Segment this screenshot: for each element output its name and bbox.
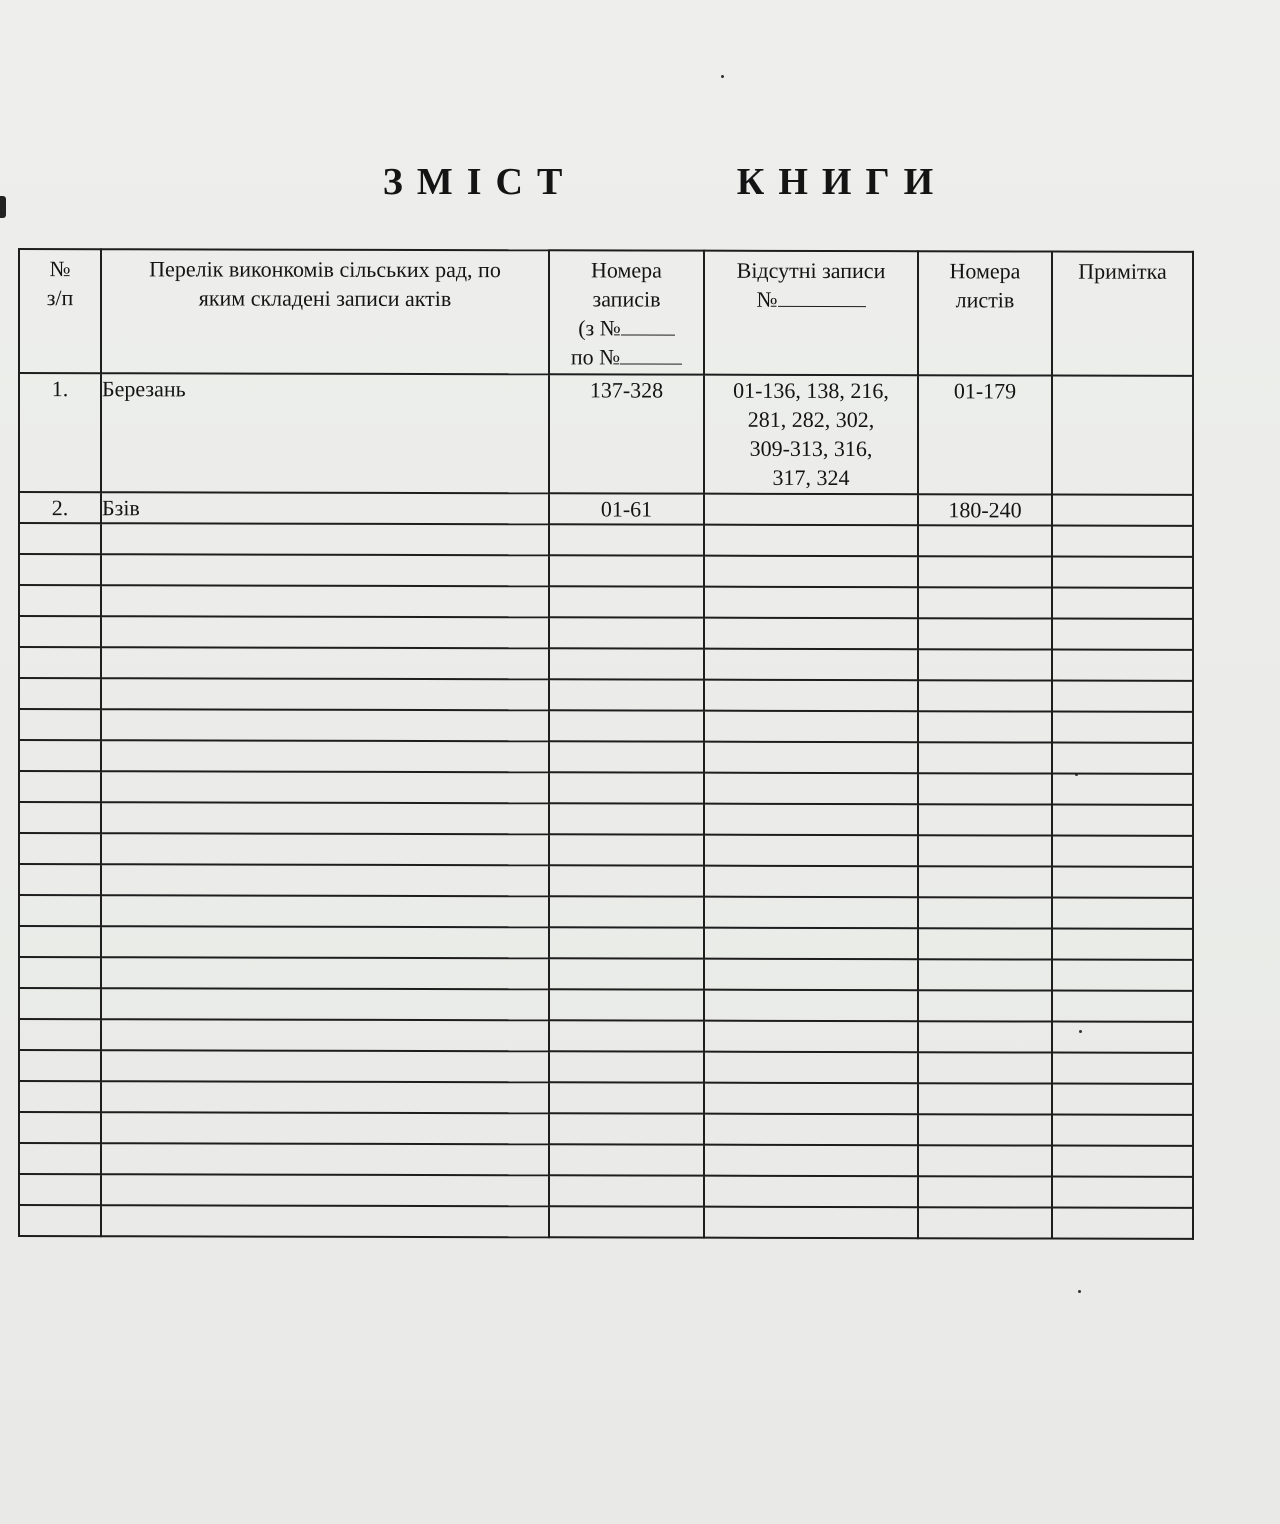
- empty-cell: [19, 895, 101, 926]
- empty-cell: [1052, 1146, 1193, 1177]
- empty-cell: [101, 802, 549, 834]
- empty-cell: [101, 957, 549, 989]
- header-record-to-label: по №: [570, 344, 621, 370]
- empty-cell: [704, 773, 918, 805]
- header-record-numbers-line1: Номера: [591, 257, 662, 283]
- empty-cell: [549, 989, 704, 1020]
- empty-cell: [704, 1207, 918, 1239]
- empty-cell: [549, 772, 704, 803]
- empty-cell: [19, 1019, 101, 1050]
- header-missing-number-label: №: [756, 286, 778, 312]
- empty-cell: [101, 616, 549, 648]
- empty-table-row: [19, 1112, 1193, 1146]
- missing-records-line3: 309-313, 316,: [749, 435, 873, 462]
- sheet-numbers: 01-179: [953, 378, 1017, 404]
- empty-cell: [704, 1052, 918, 1084]
- cell-council-name: [101, 373, 549, 493]
- empty-cell: [918, 1145, 1052, 1176]
- empty-cell: [549, 1144, 704, 1175]
- empty-cell: [1052, 774, 1193, 805]
- empty-cell: [19, 523, 101, 554]
- empty-cell: [704, 742, 918, 774]
- record-numbers: 01-61: [600, 496, 653, 522]
- cell-sheet-numbers: [918, 494, 1052, 525]
- empty-cell: [918, 1114, 1052, 1145]
- empty-cell: [19, 709, 101, 740]
- empty-cell: [101, 554, 549, 586]
- empty-cell: [19, 647, 101, 678]
- empty-cell: [704, 1145, 918, 1177]
- table-header-row: [19, 249, 1193, 376]
- empty-cell: [918, 835, 1052, 866]
- empty-cell: [101, 647, 549, 679]
- empty-cell: [918, 1207, 1052, 1238]
- empty-cell: [101, 1081, 549, 1113]
- empty-cell: [19, 802, 101, 833]
- empty-cell: [1052, 712, 1193, 743]
- empty-cell: [549, 586, 704, 617]
- empty-cell: [19, 1143, 101, 1174]
- empty-cell: [19, 554, 101, 585]
- cell-note: [1052, 495, 1193, 526]
- header-council-list: [101, 249, 549, 374]
- empty-table-row: [19, 678, 1193, 712]
- empty-cell: [19, 678, 101, 709]
- empty-cell: [101, 1050, 549, 1082]
- empty-cell: [19, 1112, 101, 1143]
- empty-cell: [101, 709, 549, 741]
- empty-cell: [704, 711, 918, 743]
- empty-cell: [1052, 743, 1193, 774]
- empty-cell: [704, 556, 918, 588]
- empty-cell: [1052, 929, 1193, 960]
- cell-sheet-numbers: [918, 375, 1052, 494]
- header-council-list-line2: яким складені записи актів: [198, 285, 452, 312]
- empty-cell: [704, 897, 918, 929]
- empty-table-row: [19, 895, 1193, 929]
- empty-cell: [1052, 588, 1193, 619]
- header-number-line2: з/п: [46, 285, 74, 311]
- empty-cell: [19, 957, 101, 988]
- empty-cell: [1052, 836, 1193, 867]
- empty-cell: [918, 897, 1052, 928]
- empty-cell: [918, 990, 1052, 1021]
- header-missing-records: [704, 251, 918, 376]
- empty-table-row: [19, 709, 1193, 743]
- empty-cell: [704, 1176, 918, 1208]
- empty-table-row: [19, 616, 1193, 650]
- blank-underline: [621, 314, 675, 335]
- empty-cell: [918, 773, 1052, 804]
- empty-cell: [918, 866, 1052, 897]
- row-number: 1.: [51, 376, 69, 402]
- blank-underline: [620, 343, 682, 364]
- empty-cell: [101, 1205, 549, 1237]
- empty-cell: [19, 771, 101, 802]
- cell-record-numbers: [549, 493, 704, 524]
- empty-cell: [704, 928, 918, 960]
- empty-cell: [1052, 1053, 1193, 1084]
- empty-cell: [19, 1050, 101, 1081]
- empty-cell: [19, 926, 101, 957]
- empty-cell: [549, 1113, 704, 1144]
- header-record-numbers-line2: записів: [592, 286, 661, 312]
- empty-cell: [1052, 1208, 1193, 1239]
- empty-table-row: [19, 988, 1193, 1022]
- empty-cell: [19, 1205, 101, 1236]
- empty-cell: [19, 616, 101, 647]
- empty-cell: [918, 1052, 1052, 1083]
- header-record-from-label: (з №: [578, 315, 621, 341]
- empty-cell: [918, 1176, 1052, 1207]
- header-council-list-line1: Перелік виконкомів сільських рад, по: [149, 256, 501, 283]
- empty-table-row: [19, 523, 1193, 557]
- header-note-label: Примітка: [1078, 258, 1167, 284]
- missing-records-line4: 317, 324: [772, 464, 850, 491]
- council-name: Березань: [102, 376, 186, 402]
- cell-number: [19, 492, 101, 523]
- empty-cell: [704, 1083, 918, 1115]
- cell-record-numbers: [549, 374, 704, 493]
- empty-table-row: [19, 926, 1193, 960]
- empty-table-row: [19, 1174, 1193, 1208]
- empty-table-row: [19, 740, 1193, 774]
- empty-cell: [549, 741, 704, 772]
- empty-cell: [101, 833, 549, 865]
- empty-cell: [101, 1112, 549, 1144]
- empty-cell: [918, 649, 1052, 680]
- empty-cell: [704, 680, 918, 712]
- empty-cell: [1052, 805, 1193, 836]
- empty-cell: [1052, 1022, 1193, 1053]
- empty-cell: [704, 618, 918, 650]
- cell-number: [19, 373, 101, 492]
- empty-table-row: [19, 771, 1193, 805]
- empty-cell: [549, 865, 704, 896]
- empty-table-row: [19, 1143, 1193, 1177]
- empty-cell: [19, 1081, 101, 1112]
- empty-cell: [101, 523, 549, 555]
- empty-cell: [549, 1206, 704, 1237]
- council-name: Бзів: [102, 495, 140, 521]
- header-missing-records-line2: [705, 285, 917, 315]
- empty-cell: [918, 587, 1052, 618]
- empty-table-row: [19, 864, 1193, 898]
- empty-cell: [19, 1174, 101, 1205]
- empty-cell: [549, 1020, 704, 1051]
- empty-cell: [1052, 1177, 1193, 1208]
- empty-table-row: [19, 957, 1193, 991]
- empty-cell: [704, 1021, 918, 1053]
- empty-cell: [101, 740, 549, 772]
- empty-cell: [918, 556, 1052, 587]
- empty-cell: [918, 618, 1052, 649]
- sheet-numbers: 180-240: [948, 497, 1022, 523]
- empty-cell: [549, 648, 704, 679]
- paper-speck: [721, 75, 724, 78]
- empty-cell: [549, 803, 704, 834]
- empty-cell: [1052, 557, 1193, 588]
- empty-cell: [704, 990, 918, 1022]
- empty-cell: [704, 525, 918, 557]
- table-row: [19, 373, 1193, 495]
- empty-cell: [549, 958, 704, 989]
- empty-cell: [549, 710, 704, 741]
- empty-cell: [704, 804, 918, 836]
- empty-cell: [1052, 867, 1193, 898]
- empty-cell: [918, 525, 1052, 556]
- empty-cell: [918, 804, 1052, 835]
- empty-cell: [101, 926, 549, 958]
- empty-cell: [1052, 960, 1193, 991]
- empty-cell: [549, 1082, 704, 1113]
- row-number: 2.: [51, 495, 69, 521]
- page-title: ЗМІСТ КНИГИ: [382, 161, 948, 203]
- empty-cell: [918, 680, 1052, 711]
- blank-underline: [778, 286, 866, 307]
- empty-cell: [918, 711, 1052, 742]
- empty-cell: [101, 864, 549, 896]
- header-sheet-numbers-line2: листів: [955, 287, 1015, 313]
- missing-records-line2: 281, 282, 302,: [747, 406, 875, 433]
- empty-cell: [549, 555, 704, 586]
- empty-cell: [19, 864, 101, 895]
- empty-table-row: [19, 554, 1193, 588]
- empty-cell: [101, 1143, 549, 1175]
- empty-cell: [918, 928, 1052, 959]
- empty-cell: [19, 988, 101, 1019]
- header-record-numbers-line3: [550, 313, 703, 342]
- empty-cell: [704, 1114, 918, 1146]
- empty-cell: [549, 524, 704, 555]
- cell-missing-records: [704, 375, 918, 495]
- empty-cell: [1052, 681, 1193, 712]
- empty-table-row: [19, 1205, 1193, 1239]
- empty-cell: [101, 988, 549, 1020]
- empty-cell: [704, 866, 918, 898]
- header-missing-records-line1: Відсутні записи: [736, 257, 886, 284]
- header-record-numbers-line4: [550, 342, 703, 371]
- empty-cell: [101, 678, 549, 710]
- empty-cell: [704, 959, 918, 991]
- header-record-numbers: [549, 250, 704, 374]
- table-row: [19, 492, 1193, 526]
- empty-cell: [704, 835, 918, 867]
- empty-table-row: [19, 585, 1193, 619]
- cell-missing-records: [704, 494, 918, 526]
- cell-council-name: [101, 492, 549, 524]
- empty-table-row: [19, 1081, 1193, 1115]
- empty-cell: [19, 585, 101, 616]
- empty-cell: [549, 834, 704, 865]
- header-note: [1052, 252, 1193, 376]
- empty-cell: [1052, 650, 1193, 681]
- empty-table-row: [19, 802, 1193, 836]
- empty-table-row: [19, 1050, 1193, 1084]
- header-number-line1: №: [49, 256, 71, 282]
- empty-cell: [1052, 619, 1193, 650]
- empty-cell: [549, 927, 704, 958]
- header-sheet-numbers-line1: Номера: [949, 258, 1021, 284]
- missing-records: [705, 495, 917, 496]
- empty-cell: [918, 1021, 1052, 1052]
- empty-cell: [101, 1019, 549, 1051]
- cell-note: [1052, 376, 1193, 495]
- empty-cell: [704, 649, 918, 681]
- empty-cell: [549, 1051, 704, 1082]
- empty-cell: [19, 740, 101, 771]
- empty-cell: [549, 617, 704, 648]
- empty-cell: [101, 1174, 549, 1206]
- empty-cell: [549, 1175, 704, 1206]
- empty-cell: [1052, 1115, 1193, 1146]
- header-sheet-numbers: [918, 251, 1052, 375]
- empty-cell: [101, 895, 549, 927]
- empty-cell: [19, 833, 101, 864]
- header-number: [19, 249, 101, 373]
- empty-cell: [918, 959, 1052, 990]
- empty-cell: [1052, 526, 1193, 557]
- empty-cell: [101, 585, 549, 617]
- empty-cell: [1052, 991, 1193, 1022]
- paper-speck: [1078, 1290, 1081, 1293]
- empty-table-row: [19, 833, 1193, 867]
- empty-cell: [101, 771, 549, 803]
- missing-records-line1: 01-136, 138, 216,: [733, 377, 889, 404]
- empty-cell: [1052, 898, 1193, 929]
- empty-cell: [704, 587, 918, 619]
- empty-table-row: [19, 1019, 1193, 1053]
- empty-cell: [918, 742, 1052, 773]
- empty-cell: [549, 679, 704, 710]
- contents-table: [18, 248, 1194, 1240]
- empty-cell: [918, 1083, 1052, 1114]
- empty-cell: [1052, 1084, 1193, 1115]
- empty-table-row: [19, 647, 1193, 681]
- record-numbers: 137-328: [589, 377, 664, 403]
- empty-cell: [549, 896, 704, 927]
